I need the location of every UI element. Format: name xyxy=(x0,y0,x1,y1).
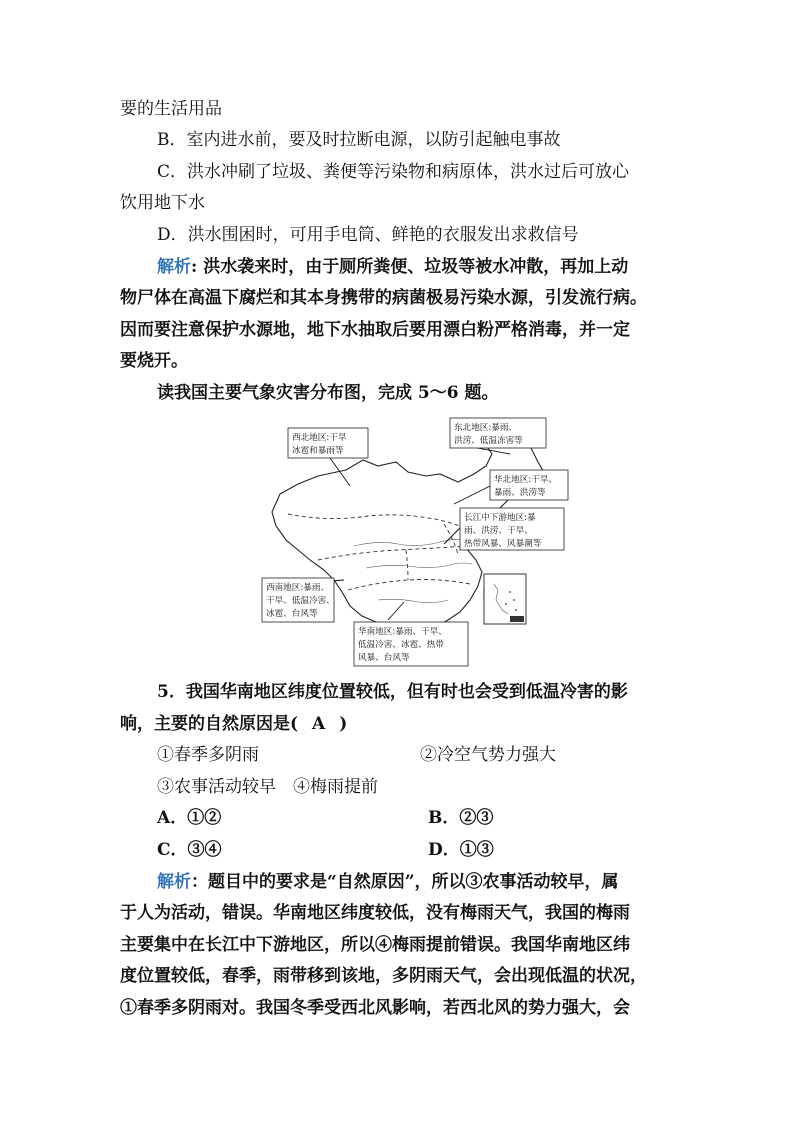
label-northeast-2: 洪涝、低温冻害等 xyxy=(454,436,523,446)
disaster-distribution-map xyxy=(258,414,570,668)
explanation-5-line-5: ①春季多阴雨对。我国冬季受西北风影响，若西北风的势力强大，会 xyxy=(120,998,630,1018)
explanation-5-line-4: 度位置较低，春季，雨带移到该地，多阴雨天气，会出现低温的状况， xyxy=(120,966,647,986)
label-southchina-2: 低温冷害、冰雹、热带 xyxy=(358,640,444,650)
map-intro: 读我国主要气象灾害分布图，完成 5～6 题。 xyxy=(157,383,499,403)
q4-option-b: B．室内进水前，要及时拉断电源，以防引起触电事故 xyxy=(157,130,561,150)
explanation-5-line-2: 于人为活动，错误。华南地区纬度较低，没有梅雨天气，我国的梅雨 xyxy=(120,903,630,923)
label-southwest-2: 干旱、低温冷害、 xyxy=(266,596,335,606)
label-yangtze-2: 雨、洪涝、干旱、 xyxy=(464,526,533,536)
label-southchina-1: 华南地区:暴雨、干旱、 xyxy=(358,627,447,637)
q4-option-d: D．洪水围困时，可用手电筒、鲜艳的衣服发出求救信号 xyxy=(157,225,579,245)
q5-stem-close: ) xyxy=(339,714,348,734)
q5-statement-2: ②冷空气势力强大 xyxy=(420,745,556,765)
south-china-sea-inset xyxy=(484,574,526,624)
label-southwest-1: 西南地区:暴雨、 xyxy=(266,583,330,593)
label-northwest-2: 冰雹和暴雨等 xyxy=(292,446,344,456)
explanation-5-line-1 xyxy=(157,870,619,894)
q5-choice-b: B．②③ xyxy=(428,808,494,828)
label-yangtze-3: 热带风暴、风暴潮等 xyxy=(464,539,542,549)
q5-stem-line-1: 5．我国华南地区纬度位置较低，但有时也会受到低温冷害的影 xyxy=(157,682,628,702)
label-northchina-2: 暴雨、洪涝等 xyxy=(494,488,546,498)
explanation-text: : 洪水袭来时，由于厕所粪便、垃圾等被水冲散，再加上动 xyxy=(191,257,629,277)
explanation-label: 解析 xyxy=(157,257,191,277)
label-northeast-1: 东北地区:暴雨、 xyxy=(454,423,518,433)
q5-choice-c: C．③④ xyxy=(157,840,222,860)
label-yangtze-1: 长江中下游地区:暴 xyxy=(464,513,536,523)
explanation-4-line-1 xyxy=(157,255,628,279)
q5-choice-d: D．①③ xyxy=(428,840,494,860)
q4-option-c-cont: 饮用地下水 xyxy=(120,193,205,213)
explanation-4-line-3: 因而要注意保护水源地，地下水抽取后要用漂白粉严格消毒，并一定 xyxy=(120,320,630,340)
explanation-text: ：题目中的要求是“自然原因”，所以③农事活动较早，属 xyxy=(191,872,619,892)
q5-stem-line-2 xyxy=(120,712,347,736)
explanation-4-line-2: 物尸体在高温下腐烂和其本身携带的病菌极易污染水源，引发流行病。 xyxy=(120,288,647,308)
q5-statement-1: ①春季多阴雨 xyxy=(157,745,259,765)
q4-continuation: 要的生活用品 xyxy=(120,99,222,119)
q5-answer: A xyxy=(312,714,326,734)
explanation-label: 解析 xyxy=(157,872,191,892)
explanation-5-line-3: 主要集中在长江中下游地区，所以④梅雨提前错误。我国华南地区纬 xyxy=(120,935,630,955)
q4-option-c: C．洪水冲刷了垃圾、粪便等污染物和病原体，洪水过后可放心 xyxy=(157,162,630,182)
q5-statements-3-4: ③农事活动较早 ④梅雨提前 xyxy=(157,777,378,797)
label-southchina-3: 风暴、台风等 xyxy=(358,653,410,663)
label-northchina-1: 华北地区:干旱、 xyxy=(494,475,558,485)
rivers xyxy=(354,539,472,602)
q5-stem-text: 响，主要的自然原因是( xyxy=(120,714,299,734)
q5-choice-a: A．①② xyxy=(157,808,222,828)
label-northwest-1: 西北地区:干旱 xyxy=(292,433,347,443)
label-southwest-3: 冰雹、台风等 xyxy=(266,609,318,619)
explanation-4-line-4: 要烧开。 xyxy=(120,351,188,371)
